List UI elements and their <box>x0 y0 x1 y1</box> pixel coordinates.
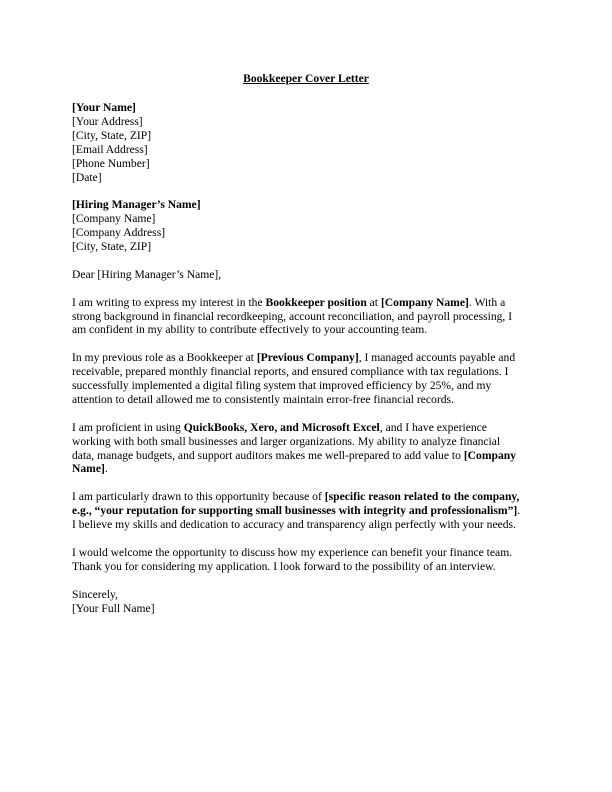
signature-name: [Your Full Name] <box>72 601 155 615</box>
text-run: In my previous role as a Bookkeeper at <box>72 351 257 365</box>
paragraph-line <box>72 449 540 463</box>
paragraph-closing <box>72 546 540 574</box>
text-run-bold: QuickBooks, Xero, and Microsoft Excel <box>183 420 380 434</box>
sender-date: [Date] <box>72 170 102 184</box>
paragraph-line: I believe my skills and dedication to accuracy and transparency align perfectly with your needs. <box>72 518 516 532</box>
recipient-city-state-zip: [City, State, ZIP] <box>72 240 152 254</box>
text-run: . <box>104 462 108 476</box>
sender-name: [Your Name] <box>72 101 136 114</box>
valediction: Sincerely, <box>72 587 118 601</box>
paragraph-line: am confident in my ability to contribute effectively to your accounting team. <box>72 323 428 337</box>
paragraph-line: attention to detail allowed me to consistently maintain error-free financial records. <box>72 392 454 406</box>
paragraph-line: strong background in financial recordkeeping, account reconciliation, and payroll processing, I <box>72 309 513 323</box>
signature-block <box>72 588 540 616</box>
paragraph-line: I would welcome the opportunity to discuss how my experience can benefit your finance team. <box>72 545 513 559</box>
paragraph-line <box>72 296 540 310</box>
text-run: at <box>366 295 381 309</box>
paragraph-line: Thank you for considering my application. I look forward to the possibility of an interview. <box>72 559 496 573</box>
recipient-block <box>72 198 540 254</box>
paragraph-line <box>72 421 540 435</box>
sender-email: [Email Address] <box>72 142 148 156</box>
paragraph-line: receivable, prepared monthly financial reports, and ensured compliance with tax regulations. I <box>72 365 509 379</box>
paragraph-line: successfully implemented a digital filing system that improved efficiency by 25%, and my <box>72 379 492 393</box>
text-run: . With a <box>468 295 506 309</box>
text-run-bold: e.g., “your reputation for supporting small businesses with integrity and professionalism”] <box>72 504 518 518</box>
paragraph-line <box>72 351 540 365</box>
text-run-bold: Bookkeeper position <box>265 295 367 309</box>
paragraph-line <box>72 462 540 476</box>
sender-block <box>72 101 540 184</box>
text-run-bold: [Company <box>463 448 516 462</box>
sender-city-state-zip: [City, State, ZIP] <box>72 128 152 142</box>
document-title: Bookkeeper Cover Letter <box>243 72 369 85</box>
text-run: , I managed accounts payable and <box>358 351 516 365</box>
text-run: I am particularly drawn to this opportunity because of <box>72 490 325 504</box>
sender-phone: [Phone Number] <box>72 156 150 170</box>
paragraph-line <box>72 504 540 518</box>
paragraph-motivation <box>72 490 540 532</box>
sender-address: [Your Address] <box>72 114 143 128</box>
text-run: . <box>517 504 521 518</box>
text-run: I am writing to express my interest in the <box>72 295 266 309</box>
letter-body <box>72 101 540 629</box>
text-run-bold: Name] <box>72 462 105 476</box>
text-run: data, manage budgets, and support auditors makes me well-prepared to add value to <box>72 448 464 462</box>
paragraph-line: working with both small businesses and larger organizations. My ability to analyze financial <box>72 434 501 448</box>
text-run-bold: [specific reason related to the company, <box>324 490 520 504</box>
text-run: I am proficient in using <box>72 420 184 434</box>
text-run-bold: [Company Name] <box>380 295 469 309</box>
recipient-name: [Hiring Manager’s Name] <box>72 198 201 212</box>
recipient-address: [Company Address] <box>72 226 166 240</box>
paragraph-intro <box>72 296 540 338</box>
text-run: , and I have experience <box>379 420 487 434</box>
paragraph-line <box>72 490 540 504</box>
salutation: Dear [Hiring Manager’s Name], <box>72 267 222 281</box>
recipient-company: [Company Name] <box>72 212 156 226</box>
paragraph-skills <box>72 421 540 477</box>
text-run-bold: [Previous Company] <box>256 351 359 365</box>
paragraph-experience <box>72 351 540 407</box>
